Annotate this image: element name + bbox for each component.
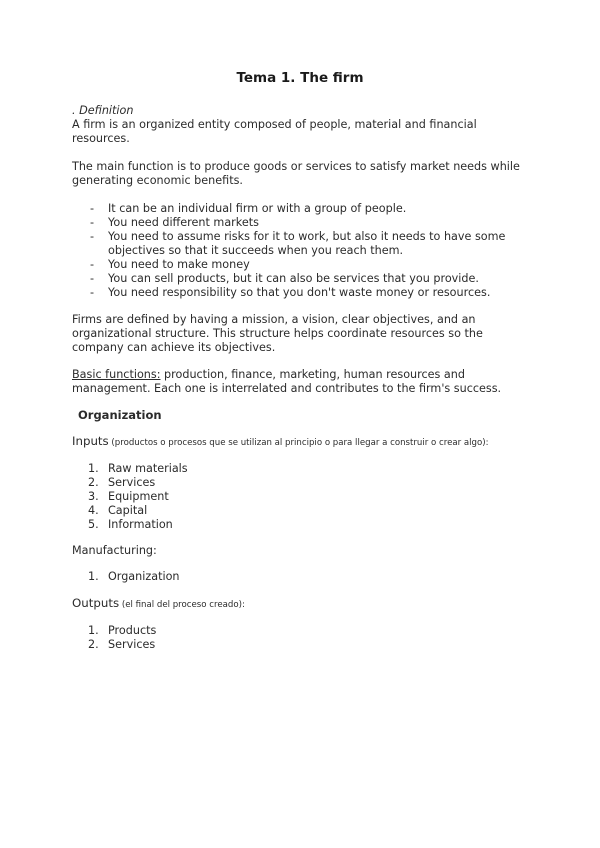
list-item: - It can be an individual firm or with a group of people.	[90, 202, 407, 215]
outputs-label: Outputs	[72, 596, 120, 610]
page-title: Tema 1. The firm	[236, 70, 364, 86]
list-item: 5. Information	[88, 518, 173, 531]
manufacturing-list	[72, 570, 530, 584]
inputs-label: Inputs	[72, 434, 109, 448]
dash-marker: -	[90, 216, 95, 229]
manufacturing-heading: Manufacturing:	[72, 544, 157, 557]
main-function-text: The main function is to produce goods or services to satisfy market needs while generating economic benefits.	[72, 160, 520, 187]
document-body	[72, 104, 530, 652]
firms-defined-text: Firms are defined by having a mission, a vision, clear objectives, and an organizational structure. This structure helps coordinate resources so the company can achieve its objectives.	[72, 313, 483, 354]
dash-marker: -	[90, 202, 95, 215]
list-item: - You need responsibility so that you don't waste money or resources.	[90, 286, 491, 299]
list-item: 3. Equipment	[88, 490, 169, 503]
outputs-note: (el final del proceso creado):	[119, 600, 245, 610]
organization-heading: Organization	[78, 408, 162, 422]
list-item: 2. Services	[88, 476, 156, 489]
basic-functions-label: Basic functions:	[72, 368, 161, 381]
dash-marker: -	[90, 286, 95, 299]
inputs-heading	[72, 434, 530, 450]
list-item: 1. Raw materials	[88, 462, 188, 475]
characteristics-list	[72, 202, 530, 300]
dash-marker: -	[90, 258, 95, 271]
inputs-list	[72, 462, 530, 532]
list-item: 2. Services	[88, 638, 156, 651]
basic-functions-text: production, finance, marketing, human resources and management. Each one is interrelated and contributes to the firm's success.	[72, 368, 502, 395]
definition-heading: . Definition	[72, 104, 134, 117]
dash-marker: -	[90, 230, 95, 243]
outputs-heading	[72, 596, 530, 612]
list-item: 1. Products	[88, 624, 157, 637]
definition-text: A firm is an organized entity composed of people, material and financial resources.	[72, 118, 477, 145]
list-item: - You can sell products, but it can also be services that you provide.	[90, 272, 479, 285]
basic-functions-paragraph	[72, 368, 530, 396]
outputs-list	[72, 624, 530, 652]
list-item: - You need to assume risks for it to work, but also it needs to have some objectives so that it succeeds when you reach them.	[90, 230, 506, 257]
list-item: 1. Organization	[88, 570, 180, 583]
list-item: 4. Capital	[88, 504, 148, 517]
dash-marker: -	[90, 272, 95, 285]
list-item: - You need different markets	[90, 216, 259, 229]
list-item: - You need to make money	[90, 258, 250, 271]
inputs-note: (productos o procesos que se utilizan al principio o para llegar a construir o crear algo):	[108, 438, 489, 448]
